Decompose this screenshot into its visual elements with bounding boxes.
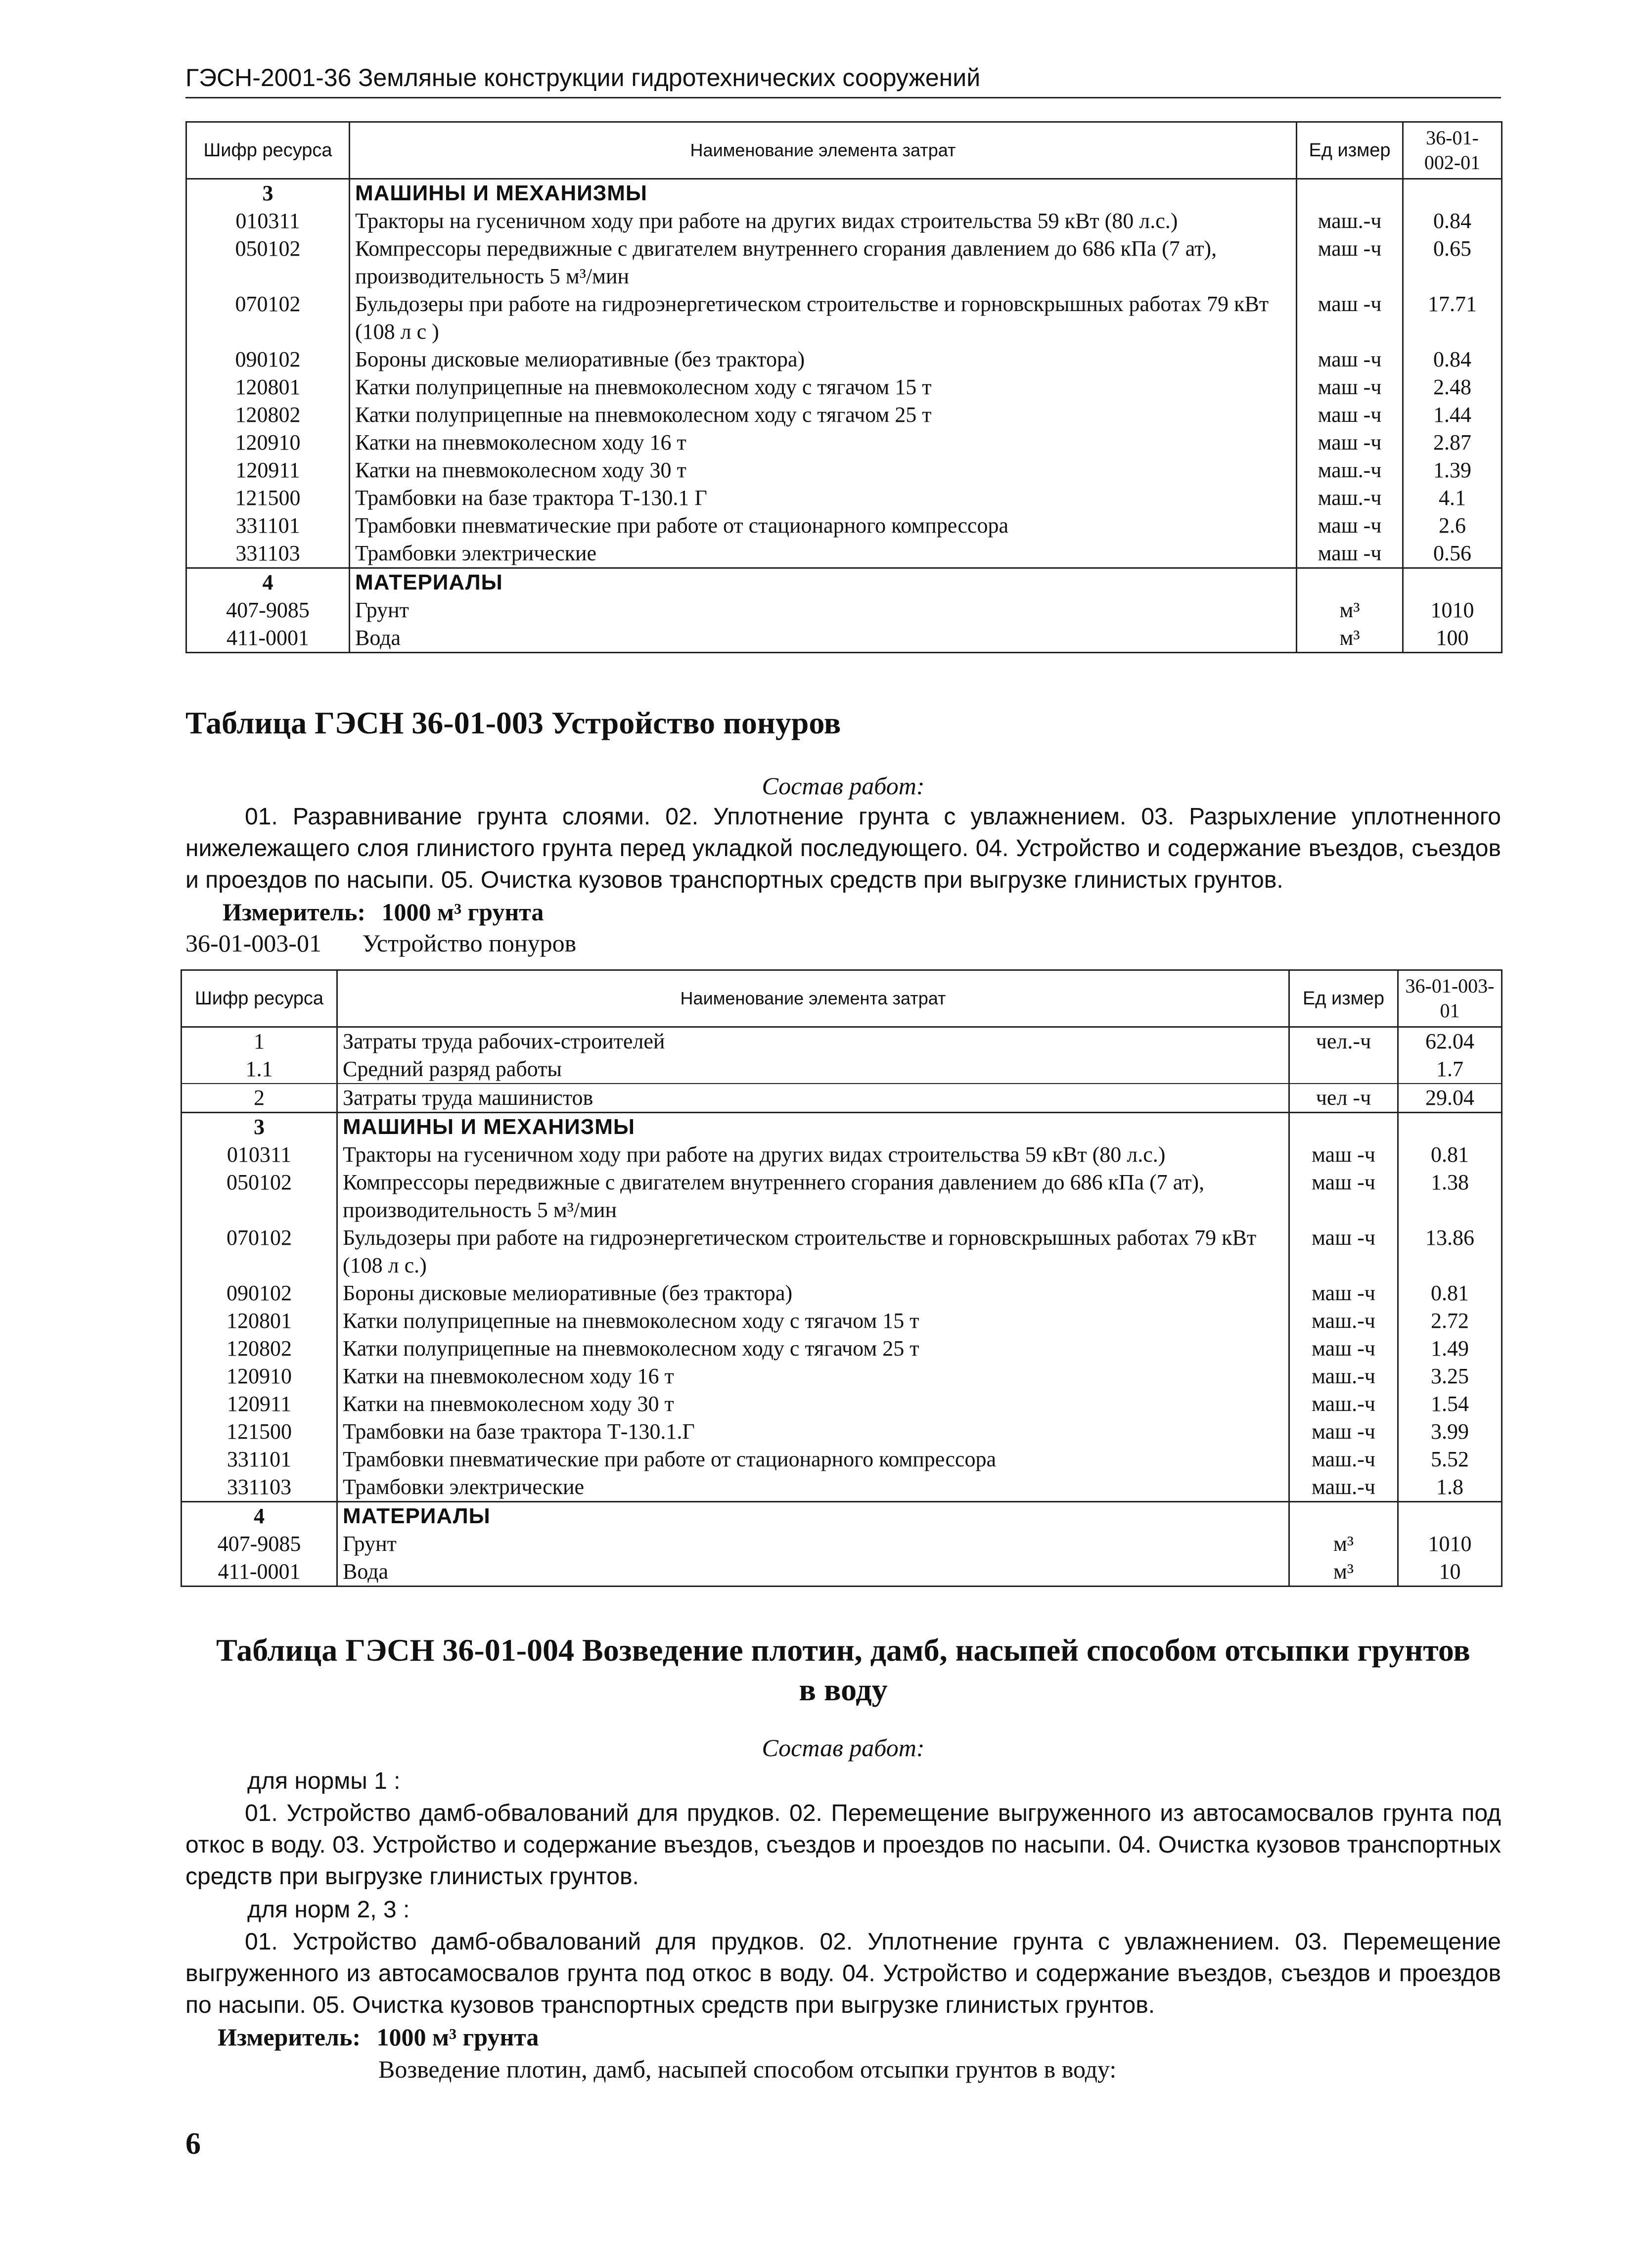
resource-name: Бороны дисковые мелиоративные (без трактора)	[350, 346, 1297, 373]
resource-value: 0.84	[1403, 346, 1502, 373]
resource-value: 0.81	[1398, 1279, 1502, 1307]
resource-value	[1403, 568, 1502, 597]
resource-code: 120911	[186, 456, 350, 484]
resource-value: 29.04	[1398, 1084, 1502, 1113]
resource-value	[1398, 1113, 1502, 1141]
resource-unit: маш -ч	[1289, 1169, 1398, 1224]
resource-value: 1.7	[1398, 1055, 1502, 1084]
resource-unit: маш.-ч	[1297, 484, 1403, 512]
table-row	[182, 1418, 1502, 1446]
resource-code: 090102	[182, 1279, 337, 1307]
resource-unit: маш -ч	[1297, 235, 1403, 290]
norm23-label: для норм 2, 3 :	[247, 1897, 410, 1923]
measure-003	[223, 898, 544, 926]
resource-code: 120802	[186, 401, 350, 429]
table-row	[186, 429, 1502, 456]
table-row	[182, 1335, 1502, 1362]
resource-unit: маш -ч	[1297, 512, 1403, 540]
resource-code: 2	[182, 1084, 337, 1113]
resource-value: 0.84	[1403, 207, 1502, 235]
composition-text-003: 01. Разравнивание грунта слоями. 02. Уплотнение грунта с увлажнением. 03. Разрыхление уплотненного нижележащего слоя глинистого грунта перед укладкой последующего. 04. Устройство и содержание въездов, съездов и проездов по насыпи. 05. Очистка кузовов транспортных средств при выгрузке глинистых грунтов.	[185, 804, 1501, 893]
resource-name: Компрессоры передвижные с двигателем внутреннего сгорания давлением до 686 кПа (7 ат), производительность 5 м³/мин	[350, 235, 1297, 290]
resource-code: 1	[182, 1027, 337, 1056]
measure-004	[218, 2023, 539, 2051]
resource-name: Катки на пневмоколесном ходу 30 т	[350, 456, 1297, 484]
table-row	[182, 1362, 1502, 1390]
resource-code: 331101	[182, 1446, 337, 1473]
col-header-unit: Ед измер	[1289, 970, 1398, 1027]
table-003-body	[182, 1027, 1502, 1587]
resource-unit: маш -ч	[1289, 1335, 1398, 1362]
col-header-norm: 36-01-002-01	[1403, 122, 1502, 179]
resource-value: 2.87	[1403, 429, 1502, 456]
resource-value	[1403, 179, 1502, 208]
resource-name: Катки на пневмоколесном ходу 16 т	[350, 429, 1297, 456]
resource-name: Трамбовки на базе трактора Т-130.1 Г	[350, 484, 1297, 512]
resource-name: Затраты труда машинистов	[337, 1084, 1289, 1113]
table-row	[186, 512, 1502, 540]
resource-code: 4	[182, 1502, 337, 1531]
resource-value: 1.44	[1403, 401, 1502, 429]
resource-name: Бульдозеры при работе на гидроэнергетическом строительстве и горновскрышных работах 79 кВт (108 л с.)	[337, 1224, 1289, 1279]
resource-unit: чел.-ч	[1289, 1027, 1398, 1056]
resource-code: 050102	[182, 1169, 337, 1224]
norm-code: 36-01-003-01	[185, 929, 321, 957]
resource-name: Катки на пневмоколесном ходу 16 т	[337, 1362, 1289, 1390]
resource-name: Катки полуприцепные на пневмоколесном ходу с тягачом 15 т	[350, 373, 1297, 401]
resource-value: 10	[1398, 1558, 1502, 1587]
resource-name: Вода	[350, 624, 1297, 653]
resource-value: 1.39	[1403, 456, 1502, 484]
resource-value	[1398, 1502, 1502, 1531]
resource-value: 1.8	[1398, 1473, 1502, 1502]
resource-name: Бульдозеры при работе на гидроэнергетическом строительстве и горновскрышных работах 79 кВт (108 л с )	[350, 290, 1297, 346]
resource-unit: м³	[1289, 1530, 1398, 1558]
table-row	[186, 540, 1502, 568]
resource-value: 2.48	[1403, 373, 1502, 401]
composition-title-004: Состав работ:	[762, 1734, 925, 1762]
norm-name: Устройство понуров	[362, 929, 577, 957]
resource-code: 121500	[186, 484, 350, 512]
table-title-003: Таблица ГЭСН 36-01-003 Устройство понуров	[185, 705, 841, 740]
subtitle-004: Возведение плотин, дамб, насыпей способом отсыпки грунтов в воду:	[378, 2055, 1117, 2083]
resource-name: Бороны дисковые мелиоративные (без трактора)	[337, 1279, 1289, 1307]
resource-code: 120910	[186, 429, 350, 456]
resource-value: 3.99	[1398, 1418, 1502, 1446]
resource-value: 0.81	[1398, 1141, 1502, 1169]
col-header-name: Наименование элемента затрат	[350, 122, 1297, 179]
resource-value: 1010	[1398, 1530, 1502, 1558]
resource-unit: чел -ч	[1289, 1084, 1398, 1113]
resource-name: Грунт	[350, 596, 1297, 624]
resource-value: 1010	[1403, 596, 1502, 624]
resource-code: 120910	[182, 1362, 337, 1390]
resource-code: 4	[186, 568, 350, 597]
resource-unit	[1297, 568, 1403, 597]
resource-name: МАТЕРИАЛЫ	[337, 1502, 1289, 1531]
table-row	[182, 1169, 1502, 1224]
resource-value: 1.38	[1398, 1169, 1502, 1224]
resource-code: 331103	[186, 540, 350, 568]
resource-code: 331103	[182, 1473, 337, 1502]
table-row	[182, 1530, 1502, 1558]
resource-unit: маш.-ч	[1289, 1446, 1398, 1473]
norm23-text: 01. Устройство дамб-обвалований для прудков. 02. Уплотнение грунта с увлажнением. 03. Перемещение выгруженного из автосамосвалов грунта под откос в воду. 04. Устройство и содержание въездов, съездов и проездов по насыпи. 05. Очистка кузовов транспортных средств при выгрузке глинистых грунтов.	[185, 1929, 1501, 2018]
norm1-label: для нормы 1 :	[247, 1768, 401, 1794]
resource-code: 3	[182, 1113, 337, 1141]
resource-unit	[1297, 179, 1403, 208]
resource-unit	[1289, 1502, 1398, 1531]
page-number: 6	[185, 2127, 201, 2161]
resource-code: 121500	[182, 1418, 337, 1446]
resource-unit: маш -ч	[1297, 373, 1403, 401]
col-header-name: Наименование элемента затрат	[337, 970, 1289, 1027]
resource-code: 120801	[182, 1307, 337, 1335]
resource-code: 070102	[186, 290, 350, 346]
resource-unit: маш -ч	[1297, 401, 1403, 429]
resource-name: Трамбовки пневматические при работе от стационарного компрессора	[350, 512, 1297, 540]
section-row	[182, 1113, 1502, 1141]
col-header-code: Шифр ресурса	[186, 122, 350, 179]
header-rule	[185, 97, 1501, 98]
resource-name: Катки полуприцепные на пневмоколесном ходу с тягачом 15 т	[337, 1307, 1289, 1335]
resource-value: 1.49	[1398, 1335, 1502, 1362]
resource-name: Катки на пневмоколесном ходу 30 т	[337, 1390, 1289, 1418]
resource-value: 5.52	[1398, 1446, 1502, 1473]
section-row	[186, 568, 1502, 597]
resource-unit: маш -ч	[1289, 1418, 1398, 1446]
resource-code: 120911	[182, 1390, 337, 1418]
resource-unit: маш.-ч	[1289, 1473, 1398, 1502]
resource-name: Тракторы на гусеничном ходу при работе на других видах строительства 59 кВт (80 л.с.)	[350, 207, 1297, 235]
table-row	[182, 1279, 1502, 1307]
resource-unit: маш.-ч	[1289, 1362, 1398, 1390]
resource-code: 1.1	[182, 1055, 337, 1084]
resource-value: 0.65	[1403, 235, 1502, 290]
table-row	[186, 373, 1502, 401]
resource-unit: м³	[1289, 1558, 1398, 1587]
resource-code: 050102	[186, 235, 350, 290]
measure-value: 1000 м³ грунта	[376, 2023, 539, 2051]
running-header: ГЭСН-2001-36 Земляные конструкции гидротехнических сооружений	[185, 64, 981, 91]
resource-unit: маш -ч	[1297, 540, 1403, 568]
table-title-004-line1: Таблица ГЭСН 36-01-004 Возведение плотин, дамб, насыпей способом отсыпки грунтов	[216, 1633, 1470, 1668]
resource-code: 411-0001	[186, 624, 350, 653]
table-title-004-line2: в воду	[799, 1672, 888, 1707]
resource-name: Трамбовки пневматические при работе от стационарного компрессора	[337, 1446, 1289, 1473]
resource-code: 010311	[186, 207, 350, 235]
resource-name: МАШИНЫ И МЕХАНИЗМЫ	[337, 1113, 1289, 1141]
resource-unit: маш.-ч	[1289, 1390, 1398, 1418]
table-row	[186, 290, 1502, 346]
table-002-body	[186, 179, 1502, 653]
resource-name: МАТЕРИАЛЫ	[350, 568, 1297, 597]
table-row	[182, 1141, 1502, 1169]
resource-unit: маш -ч	[1297, 346, 1403, 373]
col-header-unit: Ед измер	[1297, 122, 1403, 179]
resource-value: 0.56	[1403, 540, 1502, 568]
resource-unit: маш.-ч	[1289, 1307, 1398, 1335]
section-row	[182, 1502, 1502, 1531]
resource-value: 13.86	[1398, 1224, 1502, 1279]
resource-code: 407-9085	[186, 596, 350, 624]
resource-table-003	[181, 969, 1502, 1587]
resource-name: Катки полуприцепные на пневмоколесном ходу с тягачом 25 т	[337, 1335, 1289, 1362]
measure-label: Измеритель:	[223, 898, 366, 926]
table-row	[182, 1224, 1502, 1279]
resource-code: 120801	[186, 373, 350, 401]
table-title-004	[185, 1632, 1501, 1708]
table-row	[186, 484, 1502, 512]
norm-line-003	[185, 929, 576, 957]
table-row	[186, 401, 1502, 429]
resource-unit: м³	[1297, 596, 1403, 624]
table-row	[182, 1307, 1502, 1335]
table-row	[186, 346, 1502, 373]
resource-unit: маш -ч	[1289, 1141, 1398, 1169]
table-row	[182, 1027, 1502, 1056]
resource-code: 070102	[182, 1224, 337, 1279]
resource-value: 4.1	[1403, 484, 1502, 512]
resource-unit: м³	[1297, 624, 1403, 653]
resource-unit	[1289, 1113, 1398, 1141]
resource-name: Трамбовки электрические	[350, 540, 1297, 568]
table-row	[186, 235, 1502, 290]
resource-value: 1.54	[1398, 1390, 1502, 1418]
section-row	[186, 179, 1502, 208]
resource-name: Затраты труда рабочих-строителей	[337, 1027, 1289, 1056]
table-row	[186, 456, 1502, 484]
resource-value: 17.71	[1403, 290, 1502, 346]
resource-unit: маш -ч	[1289, 1279, 1398, 1307]
resource-value: 100	[1403, 624, 1502, 653]
resource-unit	[1289, 1055, 1398, 1084]
resource-unit: маш.-ч	[1297, 207, 1403, 235]
resource-unit: маш -ч	[1297, 429, 1403, 456]
resource-name: Трамбовки на базе трактора Т-130.1.Г	[337, 1418, 1289, 1446]
resource-code: 120802	[182, 1335, 337, 1362]
resource-name: Трамбовки электрические	[337, 1473, 1289, 1502]
resource-name: Вода	[337, 1558, 1289, 1587]
resource-name: Средний разряд работы	[337, 1055, 1289, 1084]
resource-unit: маш -ч	[1297, 290, 1403, 346]
table-row	[182, 1055, 1502, 1084]
table-row	[182, 1473, 1502, 1502]
resource-value: 62.04	[1398, 1027, 1502, 1056]
resource-name: Катки полуприцепные на пневмоколесном ходу с тягачом 25 т	[350, 401, 1297, 429]
measure-value: 1000 м³ грунта	[381, 898, 544, 926]
table-row	[182, 1558, 1502, 1587]
resource-code: 411-0001	[182, 1558, 337, 1587]
col-header-code: Шифр ресурса	[182, 970, 337, 1027]
resource-unit: маш.-ч	[1297, 456, 1403, 484]
resource-value: 2.6	[1403, 512, 1502, 540]
resource-value: 2.72	[1398, 1307, 1502, 1335]
measure-label: Измеритель:	[218, 2023, 361, 2051]
resource-name: Компрессоры передвижные с двигателем внутреннего сгорания давлением до 686 кПа (7 ат), производительность 5 м³/мин	[337, 1169, 1289, 1224]
resource-name: Тракторы на гусеничном ходу при работе на других видах строительства 59 кВт (80 л.с.)	[337, 1141, 1289, 1169]
resource-name: МАШИНЫ И МЕХАНИЗМЫ	[350, 179, 1297, 208]
resource-code: 407-9085	[182, 1530, 337, 1558]
resource-code: 331101	[186, 512, 350, 540]
resource-table-002	[185, 121, 1502, 653]
table-row	[186, 624, 1502, 653]
table-row	[182, 1084, 1502, 1113]
resource-code: 010311	[182, 1141, 337, 1169]
resource-unit: маш -ч	[1289, 1224, 1398, 1279]
resource-name: Грунт	[337, 1530, 1289, 1558]
table-row	[182, 1446, 1502, 1473]
resource-code: 090102	[186, 346, 350, 373]
resource-value: 3.25	[1398, 1362, 1502, 1390]
table-row	[186, 596, 1502, 624]
resource-code: 3	[186, 179, 350, 208]
composition-title-003: Состав работ:	[762, 772, 925, 800]
col-header-norm: 36-01-003-01	[1398, 970, 1502, 1027]
table-row	[182, 1390, 1502, 1418]
table-row	[186, 207, 1502, 235]
norm1-text: 01. Устройство дамб-обвалований для прудков. 02. Перемещение выгруженного из автосамосвалов грунта под откос в воду. 03. Устройство и содержание въездов, съездов и проездов по насыпи. 04. Очистка кузовов транспортных средств при выгрузке глинистых грунтов.	[185, 1800, 1501, 1890]
